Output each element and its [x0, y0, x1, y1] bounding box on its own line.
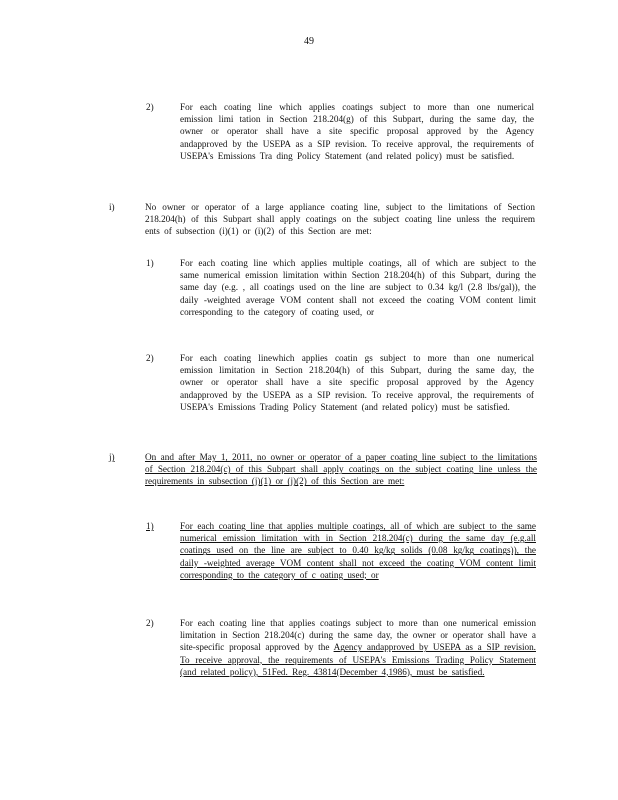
- plain-text: For each coating line that applies coatings subject to more than one numerical emission limitation in Section 218.204(c) during the same day, the owner or operator shall have a site-specific proposal approved by the: [180, 618, 536, 653]
- item-text: [180, 617, 536, 678]
- item-text: [180, 520, 536, 581]
- underlined-text: For each coating line that applies multiple coatings, all of which are subject to the same numerical emission limitation with in Section 218.204(c) during the same day (e.g.all coatings used on the line are subject to 0.40 kg/kg solids (0.08 kg/kg coatings)), the daily -weighted average VOM content shall not exceed the coating VOM content limit corresponding to the category of c oating used; or: [180, 521, 536, 580]
- item-label: 1): [146, 521, 154, 531]
- item-label: i): [109, 202, 115, 212]
- item-label: 1): [146, 258, 154, 268]
- item-label: 2): [146, 102, 154, 112]
- item-text: For each coating line which applies coatings subject to more than one numerical emission limi tation in Section 218.204(g) of this Subpart, during the same day, the owner or operator shall have a site specific proposal approved by the Agency andapproved by the USEPA as a SIP revision. To receive approval, the requirements of USEPA's Emissions Tra ding Policy Statement (and related policy) must be satisfied.: [180, 102, 534, 161]
- paragraph-j-2: [146, 617, 536, 678]
- paragraph-i-1: [146, 257, 536, 318]
- page-number: 49: [304, 36, 314, 47]
- item-text: For each coating linewhich applies coatin gs subject to more than one numerical emission limitation in Section 218.204(h) of this Subpart, during the same day, the owner or operator shall have a site specific proposal approved by the Agency andapproved by the USEPA as a SIP revision. To receive approval, the requirements of USEPA's Emissions Trading Policy Statement (and related policy) must be satisfied.: [180, 353, 534, 412]
- paragraph-i-2: [146, 352, 534, 413]
- paragraph-j-1: [146, 520, 536, 581]
- item-label: 2): [146, 353, 154, 363]
- paragraph-h-2: [146, 101, 534, 162]
- underlined-text: On and after May 1, 2011, no owner or operator of a paper coating line subject to the limitations of Section 218.204(c) of this Subpart shall apply coatings on the subject coating line unless the requirements in subsection (j)(1) or (j)(2) of this Section are met:: [145, 452, 537, 487]
- item-text: For each coating line which applies multiple coatings, all of which are subject to the same numerical emission limitation within Section 218.204(h) of this Subpart, during the same day (e.g. , all coatings used on the line are subject to 0.34 kg/l (2.8 lbs/gal)), the daily -weighted average VOM content shall not exceed the coating VOM content limit corresponding to the category of coating used, or: [180, 258, 536, 317]
- paragraph-j: [109, 451, 537, 488]
- item-label: 2): [146, 618, 154, 628]
- item-text: No owner or operator of a large appliance coating line, subject to the limitations of Section 218.204(h) of this Subpart shall apply coatings on the subject coating line unless the requirem ents of subsection (i)(1) or (i)(2) of this Section are met:: [145, 202, 535, 237]
- underlined-text: Agency andapproved by USEPA as a SIP revision. To receive approval, the requirements of USEPA's Emissions Trading Policy Statement (and related policy), 51Fed. Reg. 43814(December 4,1986), must be satisfied.: [180, 642, 536, 677]
- item-text: [145, 451, 537, 488]
- paragraph-i: [109, 201, 535, 238]
- item-label: j): [109, 452, 115, 462]
